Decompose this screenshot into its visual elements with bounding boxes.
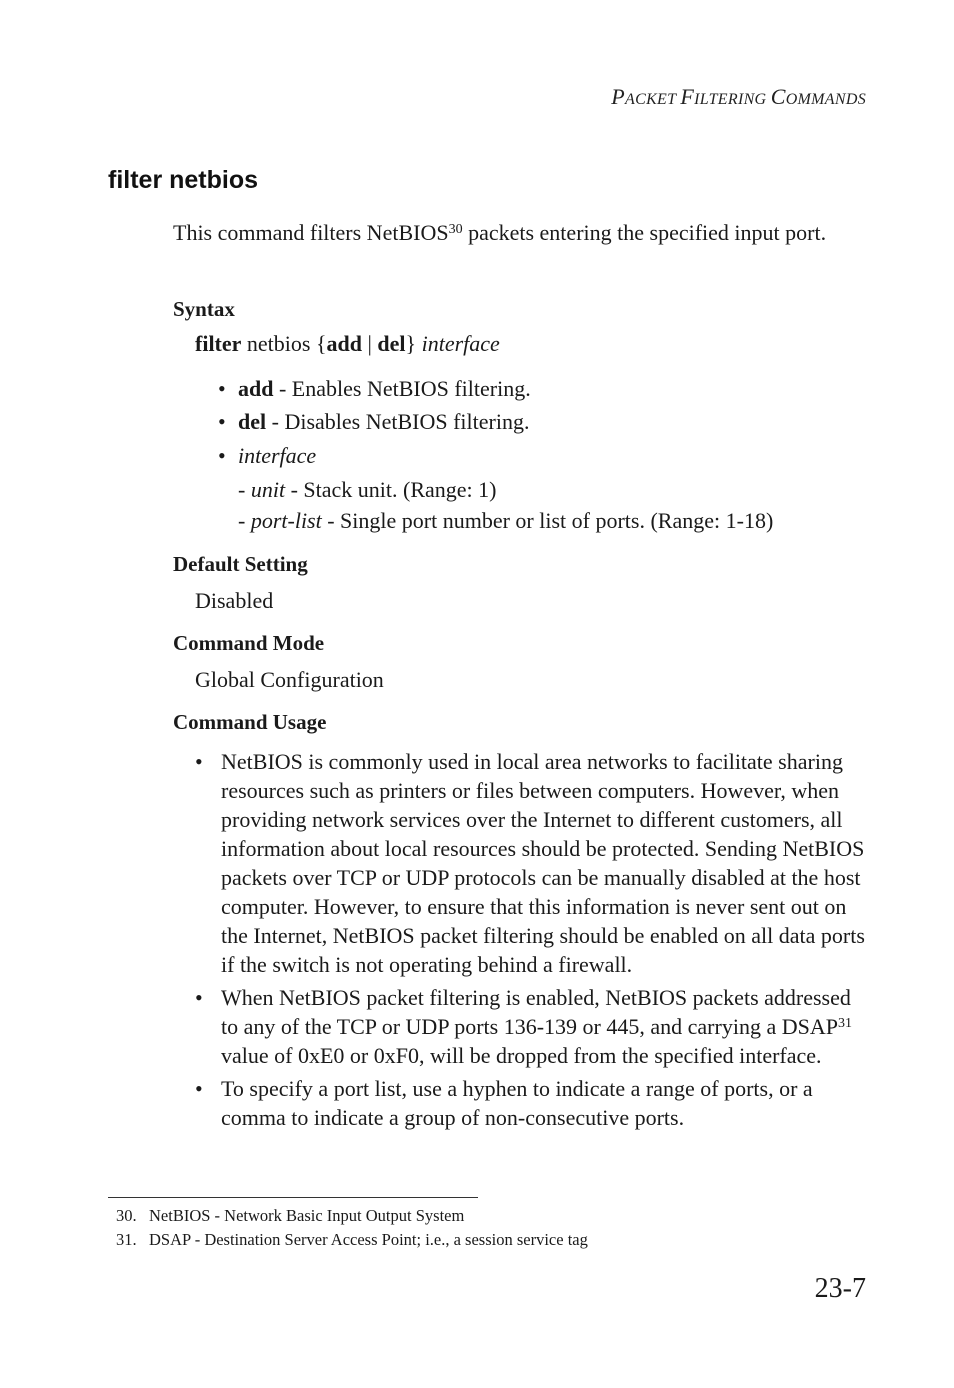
usage-item: • To specify a port list, use a hyphen to indicate a range of ports, or a comma to indicate a group of non-consecutive ports. — [195, 1076, 813, 1130]
footnote-ref-30: 30 — [448, 222, 463, 237]
usage-item: • When NetBIOS packet filtering is enabled, NetBIOS packets addressed to any of the TCP or UDP ports 136-139 or 445, and carrying a DSAP$^{31}$ value of 0xE0 or 0xF0, will be dropped from the specified interface. — [195, 985, 852, 1068]
command-usage-list — [195, 747, 867, 1136]
syntax-bullet-interface: • interface — [218, 443, 317, 468]
footnote-ref-31: 31 — [837, 1016, 852, 1031]
syntax-line: filter netbios {add | del} interface — [195, 331, 500, 356]
default-setting-value: Disabled — [195, 588, 274, 613]
page-number: 23-7 — [814, 1273, 866, 1304]
section-title: filter netbios — [108, 166, 259, 194]
sub-item-unit: - unit - Stack unit. (Range: 1) — [238, 477, 497, 502]
footnote-30: 30. NetBIOS - Network Basic Input Output System — [116, 1206, 465, 1225]
sub-item-port-list: - port-list - Single port number or list of ports. (Range: 1-18) — [238, 508, 774, 533]
usage-item: • NetBIOS is commonly used in local area networks to facilitate sharing resources such as printers or files between computers. However, when providing network services over the Internet to different customers, all information about local resources should be protected. Sending NetBIOS packets over TCP or UDP protocols can be manually disabled at the host computer. However, to ensure that this information is never sent out on the Internet, NetBIOS packet filtering should be enabled on all data ports if the switch is not operating behind a firewall. — [195, 749, 865, 977]
command-mode-heading: Command Mode — [173, 631, 325, 655]
default-setting-heading: Default Setting — [173, 552, 308, 576]
command-mode-value: Global Configuration — [195, 667, 384, 692]
running-header: PACKET FILTERING COMMANDS — [611, 84, 866, 109]
intro-paragraph: This command filters NetBIOS$^{30}$ packets entering the specified input port. — [173, 220, 827, 245]
syntax-bullet-del: • del - Disables NetBIOS filtering. — [218, 409, 530, 434]
footnote-divider — [108, 1197, 478, 1198]
syntax-heading: Syntax — [173, 297, 235, 321]
footnote-31: 31. DSAP - Destination Server Access Point; i.e., a session service tag — [116, 1230, 588, 1249]
syntax-bullet-add: • add - Enables NetBIOS filtering. — [218, 376, 531, 401]
command-usage-heading: Command Usage — [173, 710, 327, 734]
